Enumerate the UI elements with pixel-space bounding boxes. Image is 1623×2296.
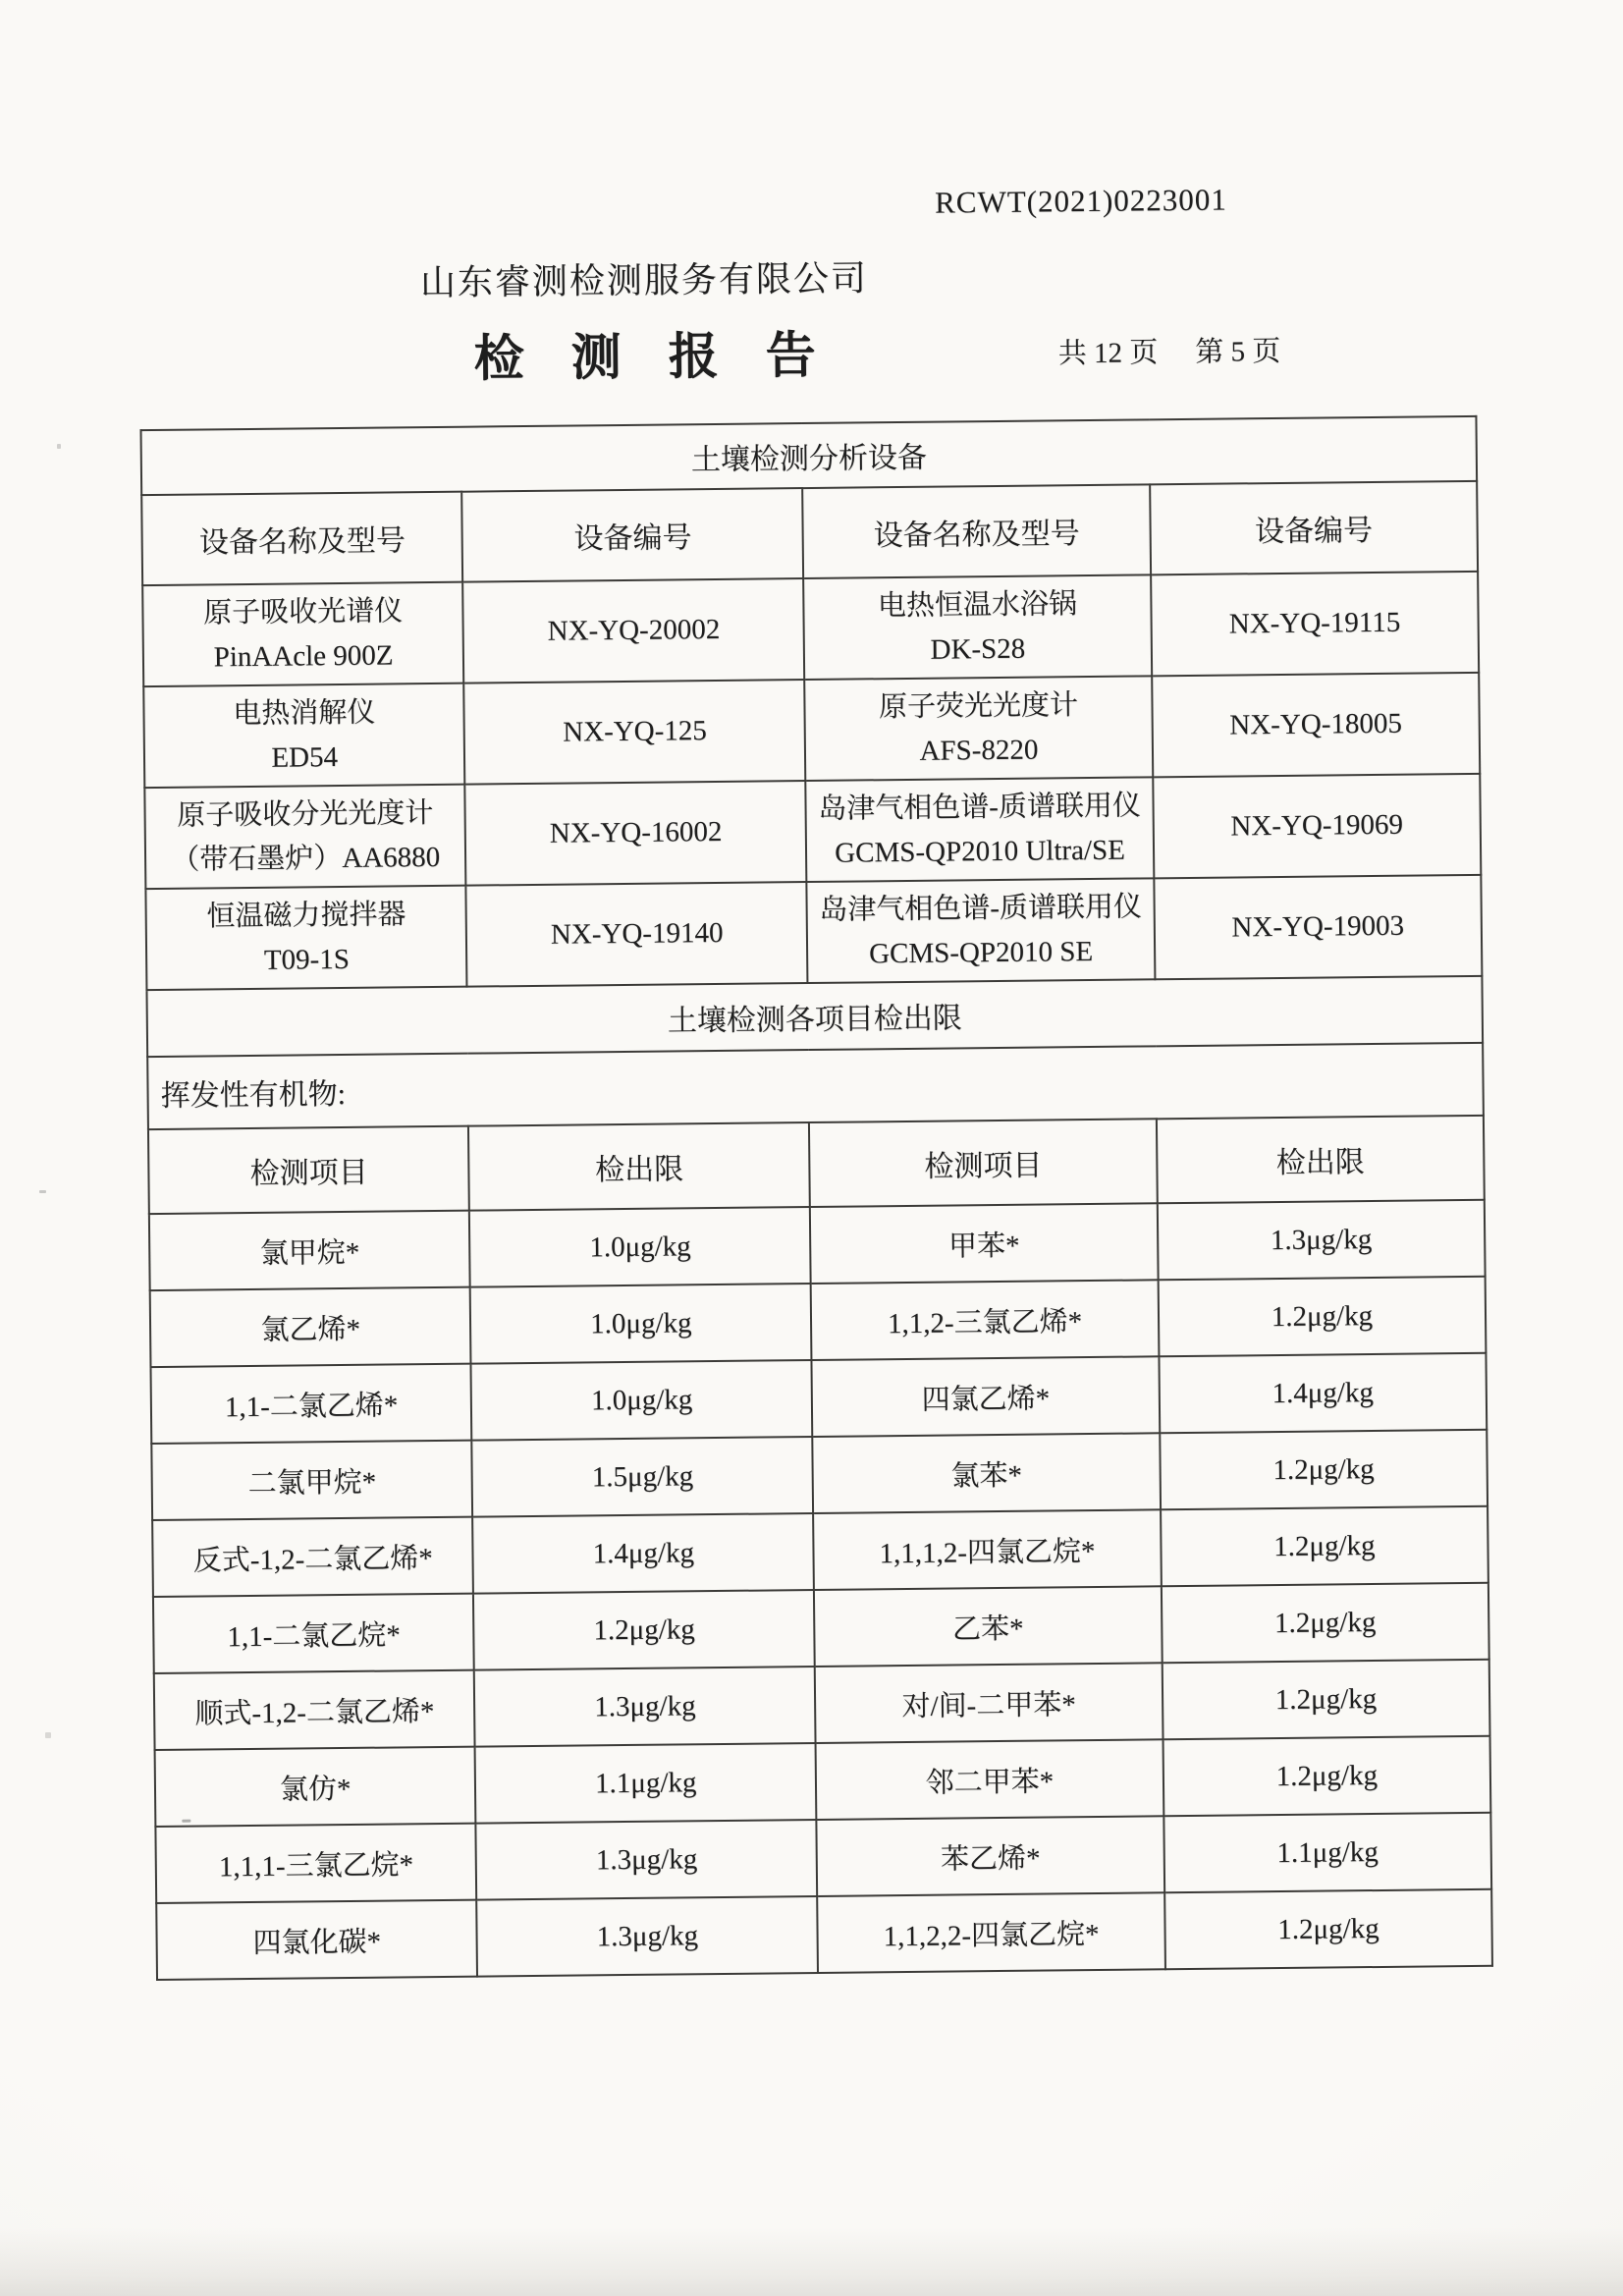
voc-item-cell: 四氯化碳* <box>156 1900 477 1980</box>
voc-limit-cell: 1.3μg/kg <box>477 1896 819 1977</box>
voc-item-cell: 1,1,1,2-四氯乙烷* <box>813 1509 1161 1590</box>
voc-item-cell: 顺式-1,2-二氯乙烯* <box>154 1670 475 1750</box>
equipment-header-name-model: 设备名称及型号 <box>802 484 1151 578</box>
total-pages: 共 12 页 <box>1057 337 1159 370</box>
voc-item-cell: 氯仿* <box>155 1747 476 1827</box>
voc-header-item: 检测项目 <box>148 1126 469 1214</box>
equipment-no-cell: NX-YQ-19069 <box>1153 774 1481 878</box>
voc-limit-cell: 1.5μg/kg <box>472 1437 814 1517</box>
scan-speck <box>39 1190 46 1193</box>
voc-item-cell: 氯苯* <box>812 1433 1160 1513</box>
equipment-header-row <box>141 481 1478 585</box>
equipment-no-cell: NX-YQ-19003 <box>1154 875 1482 979</box>
voc-header-limit: 检出限 <box>1157 1116 1485 1203</box>
scan-speck <box>182 1820 190 1823</box>
voc-category-label: 挥发性有机物: <box>147 1043 1484 1129</box>
equipment-name-model-cell: 原子荧光光度计 AFS-8220 <box>804 676 1153 781</box>
report-title: 检测报告 <box>473 328 864 388</box>
voc-limit-cell: 1.2μg/kg <box>1158 1277 1486 1356</box>
voc-item-cell: 乙苯* <box>814 1586 1162 1667</box>
equipment-no-cell: NX-YQ-18005 <box>1152 673 1480 777</box>
equipment-name-model-cell: 原子吸收分光光度计 （带石墨炉）AA6880 <box>144 785 465 889</box>
voc-row <box>150 1353 1487 1444</box>
equipment-no-cell: NX-YQ-19115 <box>1151 572 1479 676</box>
voc-row <box>151 1430 1488 1520</box>
voc-limit-cell: 1.0μg/kg <box>471 1360 813 1441</box>
voc-row <box>150 1277 1487 1367</box>
voc-limit-cell: 1.4μg/kg <box>473 1513 815 1594</box>
voc-item-cell: 氯甲烷* <box>149 1211 470 1290</box>
equipment-name-model-cell: 原子吸收光谱仪 PinAAcle 900Z <box>142 582 463 686</box>
voc-header-row <box>148 1116 1485 1214</box>
voc-item-cell: 1,1,1-三氯乙烷* <box>155 1824 476 1903</box>
voc-item-cell: 苯乙烯* <box>817 1816 1164 1896</box>
voc-limit-cell: 1.3μg/kg <box>476 1820 818 1900</box>
equipment-no-cell: NX-YQ-19140 <box>466 882 808 987</box>
voc-header-limit: 检出限 <box>468 1122 810 1211</box>
equipment-no-cell: NX-YQ-125 <box>464 680 806 785</box>
voc-limit-cell: 1.1μg/kg <box>475 1743 817 1824</box>
voc-limit-cell: 1.2μg/kg <box>1160 1430 1488 1509</box>
voc-row <box>149 1200 1486 1290</box>
equipment-header-name-model: 设备名称及型号 <box>141 492 462 585</box>
equipment-name-model-cell: 电热恒温水浴锅 DK-S28 <box>803 574 1152 680</box>
voc-row <box>152 1506 1488 1597</box>
voc-limit-cell: 1.3μg/kg <box>474 1667 816 1747</box>
company-name: 山东睿测检测服务有限公司 <box>419 258 869 303</box>
voc-category-row <box>147 1043 1484 1129</box>
equipment-name-model-cell: 恒温磁力搅拌器 T09-1S <box>145 886 466 990</box>
equipment-row <box>145 875 1482 990</box>
equipment-row <box>143 673 1480 788</box>
voc-item-cell: 1,1,2-三氯乙烯* <box>811 1280 1159 1360</box>
limits-section-title: 土壤检测各项目检出限 <box>146 976 1483 1057</box>
equipment-section-title: 土壤检测分析设备 <box>141 416 1478 495</box>
equipment-name-model-cell: 电热消解仪 ED54 <box>143 683 464 788</box>
voc-limit-cell: 1.2μg/kg <box>1163 1736 1490 1816</box>
voc-limit-cell: 1.4μg/kg <box>1159 1353 1487 1433</box>
equipment-row <box>144 774 1481 889</box>
voc-limit-cell: 1.2μg/kg <box>473 1590 815 1670</box>
voc-item-cell: 1,1-二氯乙烯* <box>150 1364 471 1444</box>
equipment-header-no: 设备编号 <box>1150 481 1478 574</box>
voc-item-cell: 二氯甲烷* <box>151 1441 472 1520</box>
equipment-name-model-cell: 岛津气相色谱-质谱联用仪 GCMS-QP2010 Ultra/SE <box>805 777 1154 882</box>
voc-limit-cell: 1.2μg/kg <box>1161 1506 1488 1586</box>
voc-limit-cell: 1.0μg/kg <box>470 1284 812 1364</box>
pagination <box>1058 329 1281 371</box>
equipment-no-cell: NX-YQ-16002 <box>465 781 807 886</box>
voc-item-cell: 氯乙烯* <box>150 1287 471 1367</box>
equipment-row <box>142 572 1479 686</box>
current-page: 第 5 页 <box>1195 335 1281 368</box>
voc-limit-cell: 1.2μg/kg <box>1162 1660 1489 1739</box>
equipment-header-no: 设备编号 <box>462 488 804 582</box>
voc-item-cell: 甲苯* <box>810 1203 1158 1284</box>
voc-item-cell: 1,1-二氯乙烷* <box>153 1594 474 1673</box>
equipment-no-cell: NX-YQ-20002 <box>463 578 805 683</box>
scan-speck <box>45 1732 51 1738</box>
voc-limit-cell: 1.1μg/kg <box>1163 1813 1491 1892</box>
voc-row <box>154 1660 1490 1750</box>
report-table <box>139 415 1492 1981</box>
voc-item-cell: 邻二甲苯* <box>816 1739 1163 1820</box>
voc-row <box>156 1889 1492 1980</box>
voc-item-cell: 反式-1,2-二氯乙烯* <box>152 1517 473 1597</box>
voc-limit-cell: 1.3μg/kg <box>1158 1200 1486 1280</box>
report-number: RCWT(2021)0223001 <box>934 182 1227 220</box>
voc-row <box>155 1736 1491 1827</box>
voc-limit-cell: 1.2μg/kg <box>1162 1583 1489 1663</box>
voc-row <box>153 1583 1489 1673</box>
voc-header-item: 检测项目 <box>809 1119 1157 1207</box>
voc-item-cell: 1,1,2,2-四氯乙烷* <box>817 1892 1164 1973</box>
voc-limit-cell: 1.0μg/kg <box>469 1207 811 1287</box>
equipment-name-model-cell: 岛津气相色谱-质谱联用仪 GCMS-QP2010 SE <box>807 878 1156 983</box>
voc-item-cell: 四氯乙烯* <box>812 1356 1160 1437</box>
voc-limit-cell: 1.2μg/kg <box>1164 1889 1492 1969</box>
voc-row <box>155 1813 1491 1903</box>
voc-item-cell: 对/间-二甲苯* <box>815 1663 1163 1743</box>
scan-speck <box>57 444 61 449</box>
